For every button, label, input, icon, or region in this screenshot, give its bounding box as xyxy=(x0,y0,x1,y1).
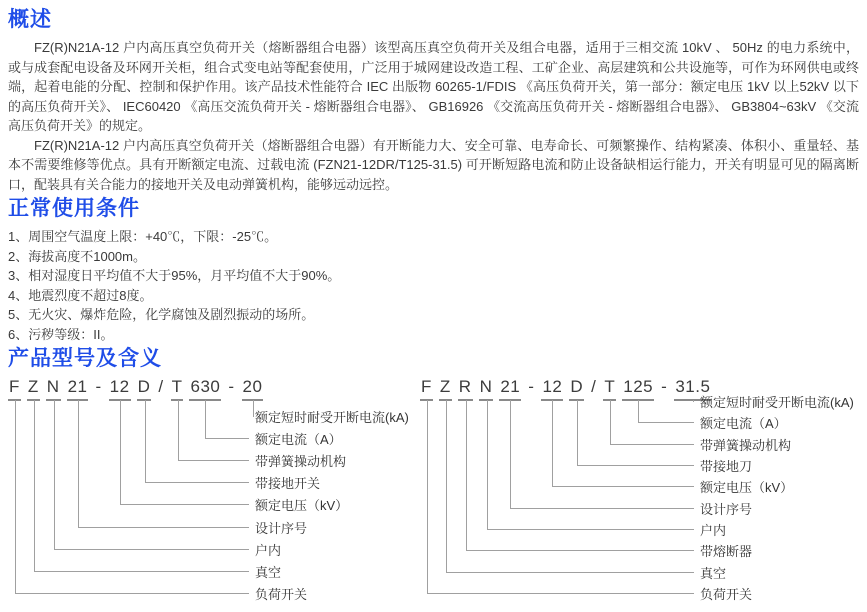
model-token: 21 xyxy=(67,377,89,401)
model-token: 12 xyxy=(541,377,563,401)
model-meaning-label: 额定短时耐受开断电流(kA) xyxy=(700,395,854,410)
model-meaning-label: 带弹簧操动机构 xyxy=(255,454,347,470)
model-meaning-label: 额定电压（kV） xyxy=(255,498,349,514)
model-meaning-label: 设计序号 xyxy=(700,501,753,517)
model-meaning-label: 负荷开关 xyxy=(700,587,753,603)
model-meaning-label: 额定短时耐受开断电流(kA) xyxy=(255,410,409,425)
model-token: / xyxy=(591,377,597,396)
model-diagrams xyxy=(8,377,859,606)
condition-item: 4、地震烈度不超过8度。 xyxy=(8,287,153,303)
model-token: 21 xyxy=(499,377,521,401)
model-meaning-label: 负荷开关 xyxy=(255,586,308,602)
overview-paragraph: FZ(R)N21A-12 户内高压真空负荷开关（熔断器组合电器）该型高压真空负荷开关及组合电器，适用于三相交流 10kV 、 50Hz 的电力系统中，或与成套配电设备及环网开关柜，组合式变电站等配套使用，广泛用于城网建设改造工程、工矿企业、高层建筑和公共设施等，可作为环网供电或终端，起着电能的分配、控制和保护作用。该产品技术性能符合 IEC 出版物 60265-1/FDIS 《高压负荷开关，第一部分：额定电压 1kV 以上52kV 以下的高压负荷开关》、 IEC60420 《高压交流负荷开关 - 熔断器组合电器》、 GB16926 《交流高压负荷开关 - 熔断器组合电器》、 GB3804~63kV 《交流高压负荷开关》的规定。 xyxy=(8,40,859,133)
connector-line xyxy=(253,400,254,417)
condition-item: 2、海拔高度不1000m。 xyxy=(8,248,146,264)
model-token: N xyxy=(479,377,494,401)
model-meaning-label: 额定电压（kV） xyxy=(700,480,794,496)
model-token: / xyxy=(158,377,164,396)
condition-item: 6、污秽等级：II。 xyxy=(8,326,114,342)
model-string xyxy=(8,377,420,401)
model-token: 20 xyxy=(242,377,264,401)
section-title-overview: 概述 xyxy=(8,8,52,31)
model-token: 125 xyxy=(622,377,654,401)
model-meaning-label: 真空 xyxy=(255,564,282,580)
condition-item: 3、相对湿度日平均值不大于95%，月平均值不大于90%。 xyxy=(8,268,341,283)
model-token: D xyxy=(569,377,584,401)
model-token: T xyxy=(171,377,184,401)
conditions-list xyxy=(8,227,859,344)
model-meaning-label: 户内 xyxy=(255,542,282,558)
section-title-models: 产品型号及含义 xyxy=(8,347,162,370)
model-token: - xyxy=(661,377,668,396)
model-token: D xyxy=(137,377,152,401)
model-meaning-label: 设计序号 xyxy=(255,520,308,536)
condition-item: 1、周围空气温度上限：+40℃，下限：-25℃。 xyxy=(8,229,278,244)
model-meaning-label: 带接地刀 xyxy=(700,459,753,475)
overview-paragraph: FZ(R)N21A-12 户内高压真空负荷开关（熔断器组合电器）有开断能力大、安全可靠、电寿命长、可频繁操作、结构紧凑、体积小、重量轻、基本不需要维修等优点。具有开断额定电流、过载电流 (FZN21-12DR/T125-31.5) 可开断短路电流和防止设备缺相运行能力，开关有明显可见的隔离断口，配装具有关合能力的接地开关及电动弹簧机构，能够远动远控。 xyxy=(8,137,859,192)
condition-item: 5、无火灾、爆炸危险，化学腐蚀及剧烈振动的场所。 xyxy=(8,307,315,322)
model-token: N xyxy=(46,377,61,401)
section-models xyxy=(8,346,859,606)
model-token: Z xyxy=(27,377,40,401)
model-meaning-label: 真空 xyxy=(700,565,727,581)
model-token: T xyxy=(603,377,616,401)
model-token: F xyxy=(420,377,433,401)
section-conditions xyxy=(8,196,859,344)
model-meaning-label: 带弹簧操动机构 xyxy=(700,437,792,453)
model-meaning-label: 户内 xyxy=(700,523,727,539)
model-token: F xyxy=(8,377,21,401)
model-token: - xyxy=(95,377,102,396)
model-token: 630 xyxy=(189,377,221,401)
model-diagram-fzn21 xyxy=(8,377,420,606)
section-title-conditions: 正常使用条件 xyxy=(8,197,140,220)
model-token: 12 xyxy=(109,377,131,401)
model-token: - xyxy=(528,377,535,396)
connector-line xyxy=(205,400,249,439)
model-meaning-label: 带熔断器 xyxy=(700,544,753,560)
model-token: - xyxy=(228,377,235,396)
connector-line xyxy=(638,400,694,423)
model-meaning-label: 额定电流（A） xyxy=(700,416,787,432)
model-token: 31.5 xyxy=(674,377,711,401)
model-meaning-label: 额定电流（A） xyxy=(255,432,342,448)
model-token: Z xyxy=(439,377,452,401)
section-overview xyxy=(8,7,859,194)
connector-line xyxy=(693,400,695,402)
model-token: R xyxy=(458,377,473,401)
model-meaning-label: 带接地开关 xyxy=(255,476,321,492)
model-diagram-fzrn21 xyxy=(420,377,859,606)
